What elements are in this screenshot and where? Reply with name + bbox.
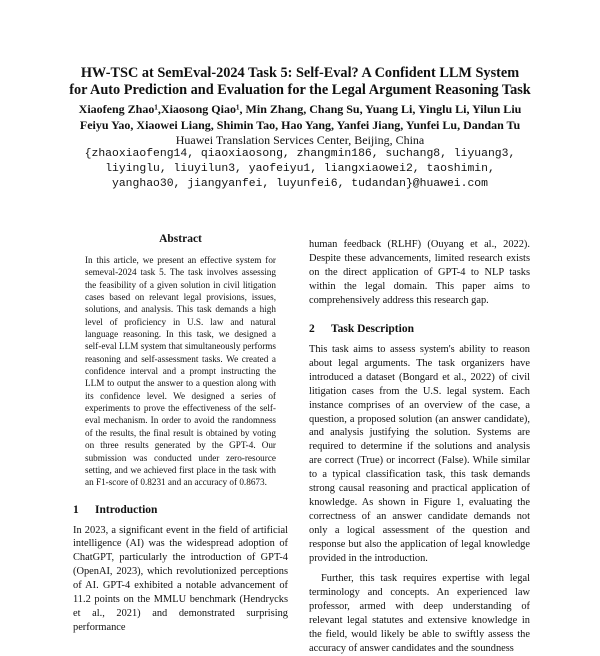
emails-line-2: liyinglu, liuyilun3, yaofeiyu1, liangxiaowei2, taoshimin, [105, 163, 495, 175]
affiliation: Huawei Translation Services Center, Beijing, China [175, 133, 425, 147]
authors-line-2: Feiyu Yao, Xiaowei Liang, Shimin Tao, Hao Yang, Yanfei Jiang, Yunfei Lu, Dandan Tu [79, 118, 521, 132]
section-heading-introduction [73, 503, 288, 517]
section-title: Task Description [331, 322, 414, 335]
section-number: 2 [309, 322, 315, 335]
introduction-paragraph: In 2023, a significant event in the field of artificial intelligence (AI) was the widespread adoption of ChatGPT, particularly the introduction of GPT-4 (OpenAI, 2023), which revolutionized perceptions of AI. GPT-4 exhibited a notable advancement of 11.2 points on the MMLU benchmark (Hendrycks et al., 2021) and demonstrated surprising performance [73, 524, 288, 634]
authors-line-1: Xiaofeng Zhao¹,Xiaosong Qiao¹, Min Zhang, Chang Su, Yuang Li, Yinglu Li, Yilun Liu [78, 102, 522, 116]
section-title: Introduction [95, 503, 158, 516]
left-column [73, 210, 288, 635]
section-number: 1 [73, 503, 79, 516]
section-heading-task-description [309, 322, 530, 336]
right-column [309, 210, 530, 656]
continuation-paragraph: human feedback (RLHF) (Ouyang et al., 2022). Despite these advancements, limited research exists on the direct application of GPT-4 to NLP tasks within the legal domain. This paper aims to comprehensively address this research gap. [309, 239, 530, 306]
paper-title-line-2: for Auto Prediction and Evaluation for the Legal Argument Reasoning Task [69, 82, 531, 98]
task-paragraph-1: This task aims to assess system's ability to reason about legal arguments. The task organizers have introduced a dataset (Bongard et al., 2022) of civil litigation cases from the U.S. legal system. Each instance comprises of an overview of the case, a question, a proposed solution (an answer candidate), and analysis justifying the solution. Systems are required to determine if the solutions and analysis are correct (True) or incorrect (False). While similar to a typical classification task, this task demands strong causal reasoning and practical application of knowledge. As shown in Figure 1, evaluating the correctness of an answer candidate demands not only a logical assessment of the question and response but also the application of legal knowledge provided in the introduction. [309, 343, 530, 565]
abstract-text: In this article, we present an effective system for semeval-2024 task 5. The task involves assessing the feasibility of a given solution in civil litigation cases based on relevant legal provisions, issues, solutions, and analysis. This task demands a high level of proficiency in U.S. law and natural language reasoning. In this task, we designed a self-eval LLM system that simultaneously performs reasoning and self-assessment tasks. We created a confidence interval and a prompt instructing the LLM to output the answer to a question along with its confidence level. We designed a series of experiments to prove the effectiveness of the self-eval mechanism. In order to avoid the randomness of the results, the final result is obtained by voting on three results generated by the GPT-4. Our submission was conducted under zero-resource setting, and we achieved first place in the task with an F1-score of 0.8231 and an accuracy of 0.8673. [85, 255, 276, 488]
emails-line-1: {zhaoxiaofeng14, qiaoxiaosong, zhangmin186, suchang8, liyuang3, [84, 148, 516, 160]
paper-title-line-1: HW-TSC at SemEval-2024 Task 5: Self-Eval? A Confident LLM System [80, 65, 520, 81]
abstract-heading: Abstract [159, 233, 202, 245]
task-paragraph-2: Further, this task requires expertise with legal terminology and concepts. An experienced law professor, armed with deep understanding of relevant legal statutes and extensive knowledge in the field, would likely be able to swiftly assess the accuracy of answer candidates and the soundness [309, 573, 530, 654]
emails-line-3: yanghao30, jiangyanfei, luyunfei6, tudandan}@huawei.com [112, 178, 488, 190]
